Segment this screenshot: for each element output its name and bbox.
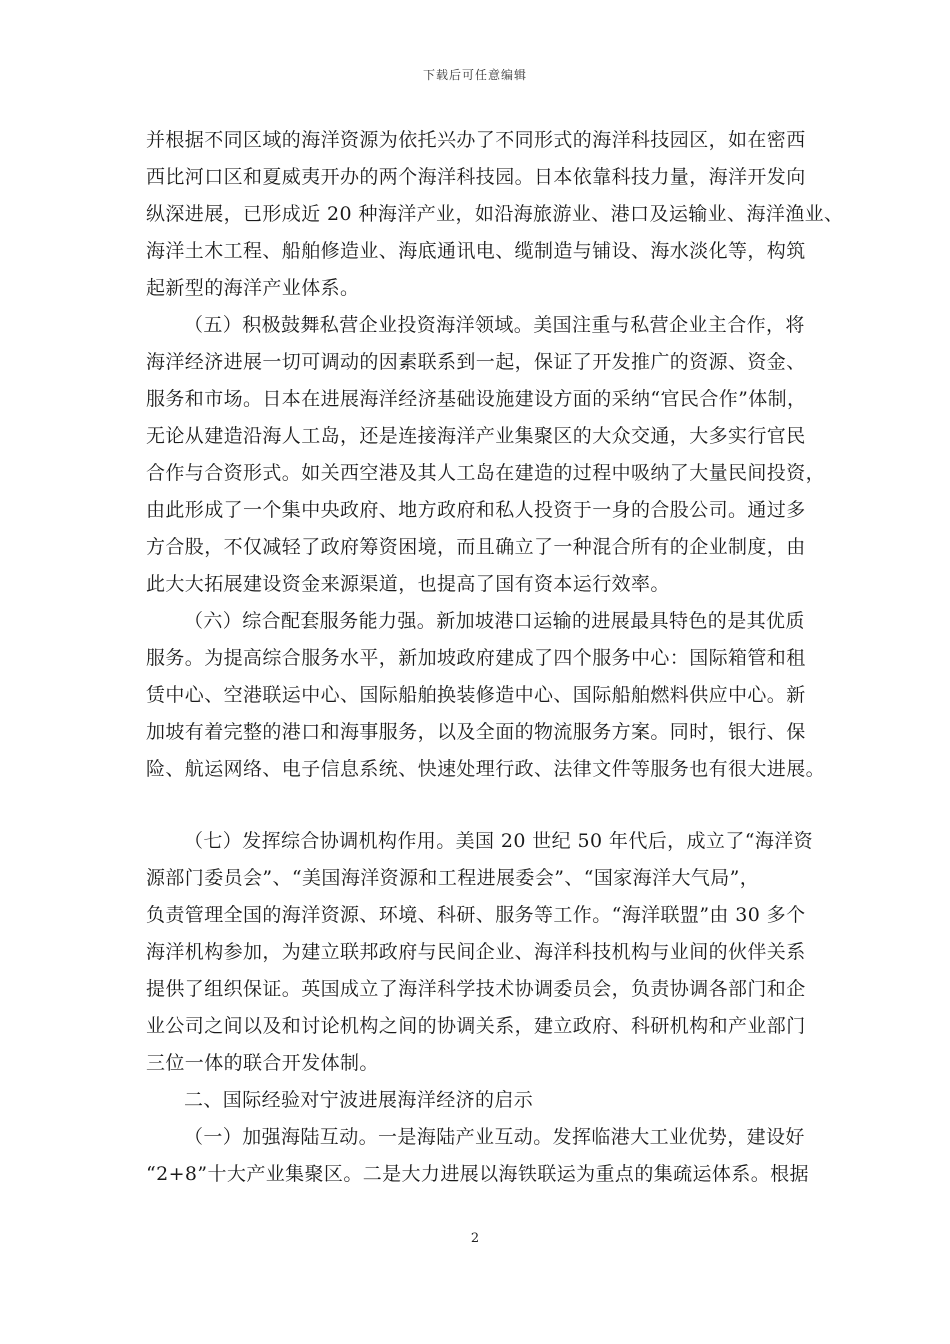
text-line: 海洋经济进展一切可调动的因素联系到一起，保证了开发推广的资源、资金、 [146, 351, 806, 373]
text-line: 险、航运网络、电子信息系统、快速处理行政、法律文件等服务也有很大进展。 [146, 758, 826, 780]
paragraph-coordination [146, 823, 814, 1082]
text-line: 由此形成了一个集中央政府、地方政府和私人投资于一身的合股公司。通过多 [146, 499, 806, 521]
page-header: 下载后可任意编辑 [422, 68, 527, 82]
text-line: 海洋土木工程、船舶修造业、海底通讯电、缆制造与铺设、海水淡化等，构筑 [146, 240, 806, 262]
text-line: 赁中心、空港联运中心、国际船舶换装修造中心、国际船舶燃料供应中心。新 [146, 684, 806, 706]
text-line: 此大大拓展建设资金来源渠道，也提高了国有资本运行效率。 [146, 573, 670, 595]
text-line: 并根据不同区域的海洋资源为依托兴办了不同形式的海洋科技园区，如在密西 [146, 129, 806, 151]
text-line: （七）发挥综合协调机构作用。美国 20 世纪 50 年代后，成立了“海洋资 [184, 830, 814, 852]
document-body [146, 122, 844, 1193]
heading-line: 二、国际经验对宁波进展海洋经济的启示 [184, 1089, 534, 1111]
text-line: （五）积极鼓舞私营企业投资海洋领域。美国注重与私营企业主合作，将 [184, 314, 805, 336]
section-heading [146, 1082, 810, 1119]
text-line: 起新型的海洋产业体系。 [146, 277, 360, 299]
text-line: （一）加强海陆互动。一是海陆产业互动。发挥临港大工业优势，建设好 [184, 1126, 805, 1148]
page-number: 2 [470, 1231, 480, 1246]
paragraph-service-capacity [146, 603, 826, 788]
text-line: 方合股，不仅减轻了政府筹资困境，而且确立了一种混合所有的企业制度，由 [146, 536, 806, 558]
text-line: 提供了组织保证。英国成立了海洋科学技术协调委员会，负责协调各部门和企 [146, 978, 806, 1000]
text-line: 负责管理全国的海洋资源、环境、科研、服务等工作。“海洋联盟”由 30 多个 [146, 904, 806, 926]
paragraph-tech-parks [146, 122, 844, 307]
text-line: 纵深进展，已形成近 20 种海洋产业，如沿海旅游业、港口及运输业、海洋渔业、 [146, 203, 844, 225]
text-line: 服务。为提高综合服务水平，新加坡政府建成了四个服务中心：国际箱管和租 [146, 647, 806, 669]
paragraph-land-sea-interaction [146, 1119, 810, 1193]
text-line: 无论从建造沿海人工岛，还是连接海洋产业集聚区的大众交通，大多实行官民 [146, 425, 806, 447]
text-line: 源部门委员会”、“美国海洋资源和工程进展委会”、“国家海洋大气局”， [146, 867, 760, 889]
text-line: （六）综合配套服务能力强。新加坡港口运输的进展最具特色的是其优质 [184, 610, 805, 632]
text-line: 三位一体的联合开发体制。 [146, 1052, 379, 1074]
text-line: 加坡有着完整的港口和海事服务，以及全面的物流服务方案。同时，银行、保 [146, 721, 806, 743]
paragraph-spacer [146, 788, 810, 823]
text-line: “2+8”十大产业集聚区。二是大力进展以海铁联运为重点的集疏运体系。根据 [146, 1163, 809, 1185]
paragraph-private-investment [146, 307, 826, 603]
text-line: 合作与合资形式。如关西空港及其人工岛在建造的过程中吸纳了大量民间投资， [146, 462, 826, 484]
text-line: 海洋机构参加，为建立联邦政府与民间企业、海洋科技机构与业间的伙伴关系 [146, 941, 806, 963]
text-line: 服务和市场。日本在进展海洋经济基础设施建设方面的采纳“官民合作”体制， [146, 388, 807, 410]
text-line: 西比河口区和夏威夷开办的两个海洋科技园。日本依靠科技力量，海洋开发向 [146, 166, 806, 188]
text-line: 业公司之间以及和讨论机构之间的协调关系，建立政府、科研机构和产业部门 [146, 1015, 806, 1037]
